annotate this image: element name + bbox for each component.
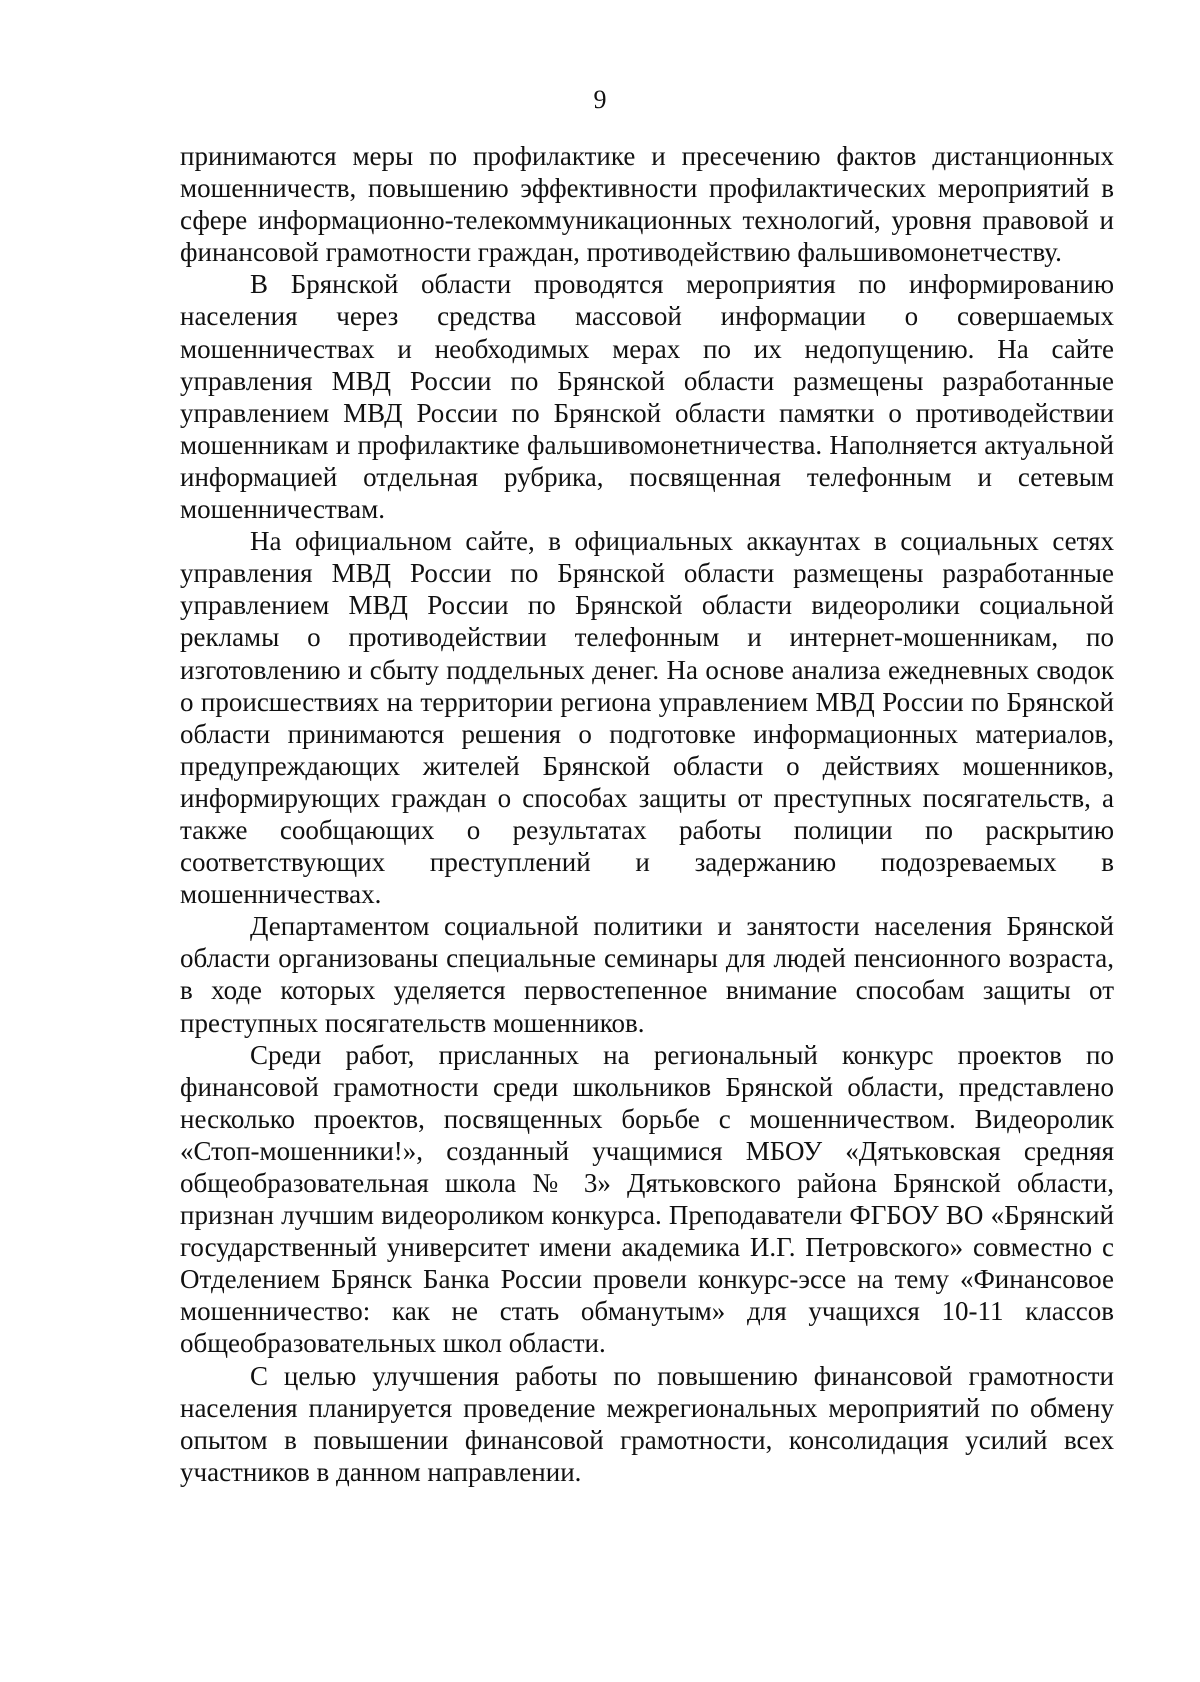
- page-number: 9: [593, 85, 607, 114]
- paragraph-3: На официальном сайте, в официальных аккаунтах в социальных сетях управления МВД России по Брянской области размещены разработанные управлением МВД России по Брянской области видеоролики социальной рекламы о противодействии телефонным и интернет-мошенникам, по изготовлению и сбыту поддельных денег. На основе анализа ежедневных сводок о происшествиях на территории региона управлением МВД России по Брянской области принимаются решения о подготовке информационных материалов, предупреждающих жителей Брянской области о действиях мошенников, информирующих граждан о способах защиты от преступных посягательств, а также сообщающих о результатах работы полиции по раскрытию соответствующих преступлений и задержанию подозреваемых в мошенничествах.: [180, 526, 1114, 910]
- paragraph-1: принимаются меры по профилактике и пресечению фактов дистанционных мошенничеств, повышению эффективности профилактических мероприятий в сфере информационно-телекоммуникационных технологий, уровня правовой и финансовой грамотности граждан, противодействию фальшивомонетчеству.: [180, 141, 1114, 268]
- paragraph-5: Среди работ, присланных на региональный конкурс проектов по финансовой грамотности среди школьников Брянской области, представлено несколько проектов, посвященных борьбе с мошенничеством. Видеоролик «Стоп-мошенники!», созданный учащимися МБОУ «Дятьковская средняя общеобразовательная школа № 3» Дятьковского района Брянской области, признан лучшим видеороликом конкурса. Преподаватели ФГБОУ ВО «Брянский государственный университет имени академика И.Г. Петровского» совместно с Отделением Брянск Банка России провели конкурс-эссе на тему «Финансовое мошенничество: как не стать обманутым» для учащихся 10-11 классов общеобразовательных школ области.: [180, 1039, 1114, 1359]
- paragraph-6: С целью улучшения работы по повышению финансовой грамотности населения планируется проведение межрегиональных мероприятий по обмену опытом в повышении финансовой грамотности, консолидация усилий всех участников в данном направлении.: [180, 1360, 1114, 1487]
- paragraph-4: Департаментом социальной политики и занятости населения Брянской области организованы специальные семинары для людей пенсионного возраста, в ходе которых уделяется первостепенное внимание способам защиты от преступных посягательств мошенников.: [180, 911, 1114, 1038]
- document-body: [180, 140, 1114, 1488]
- paragraph-2: В Брянской области проводятся мероприятия по информированию населения через средства массовой информации о совершаемых мошенничествах и необходимых мерах по их недопущению. На сайте управления МВД России по Брянской области размещены разработанные управлением МВД России по Брянской области памятки о противодействии мошенникам и профилактике фальшивомонетничества. Наполняется актуальной информацией отдельная рубрика, посвященная телефонным и сетевым мошенничествам.: [180, 269, 1114, 525]
